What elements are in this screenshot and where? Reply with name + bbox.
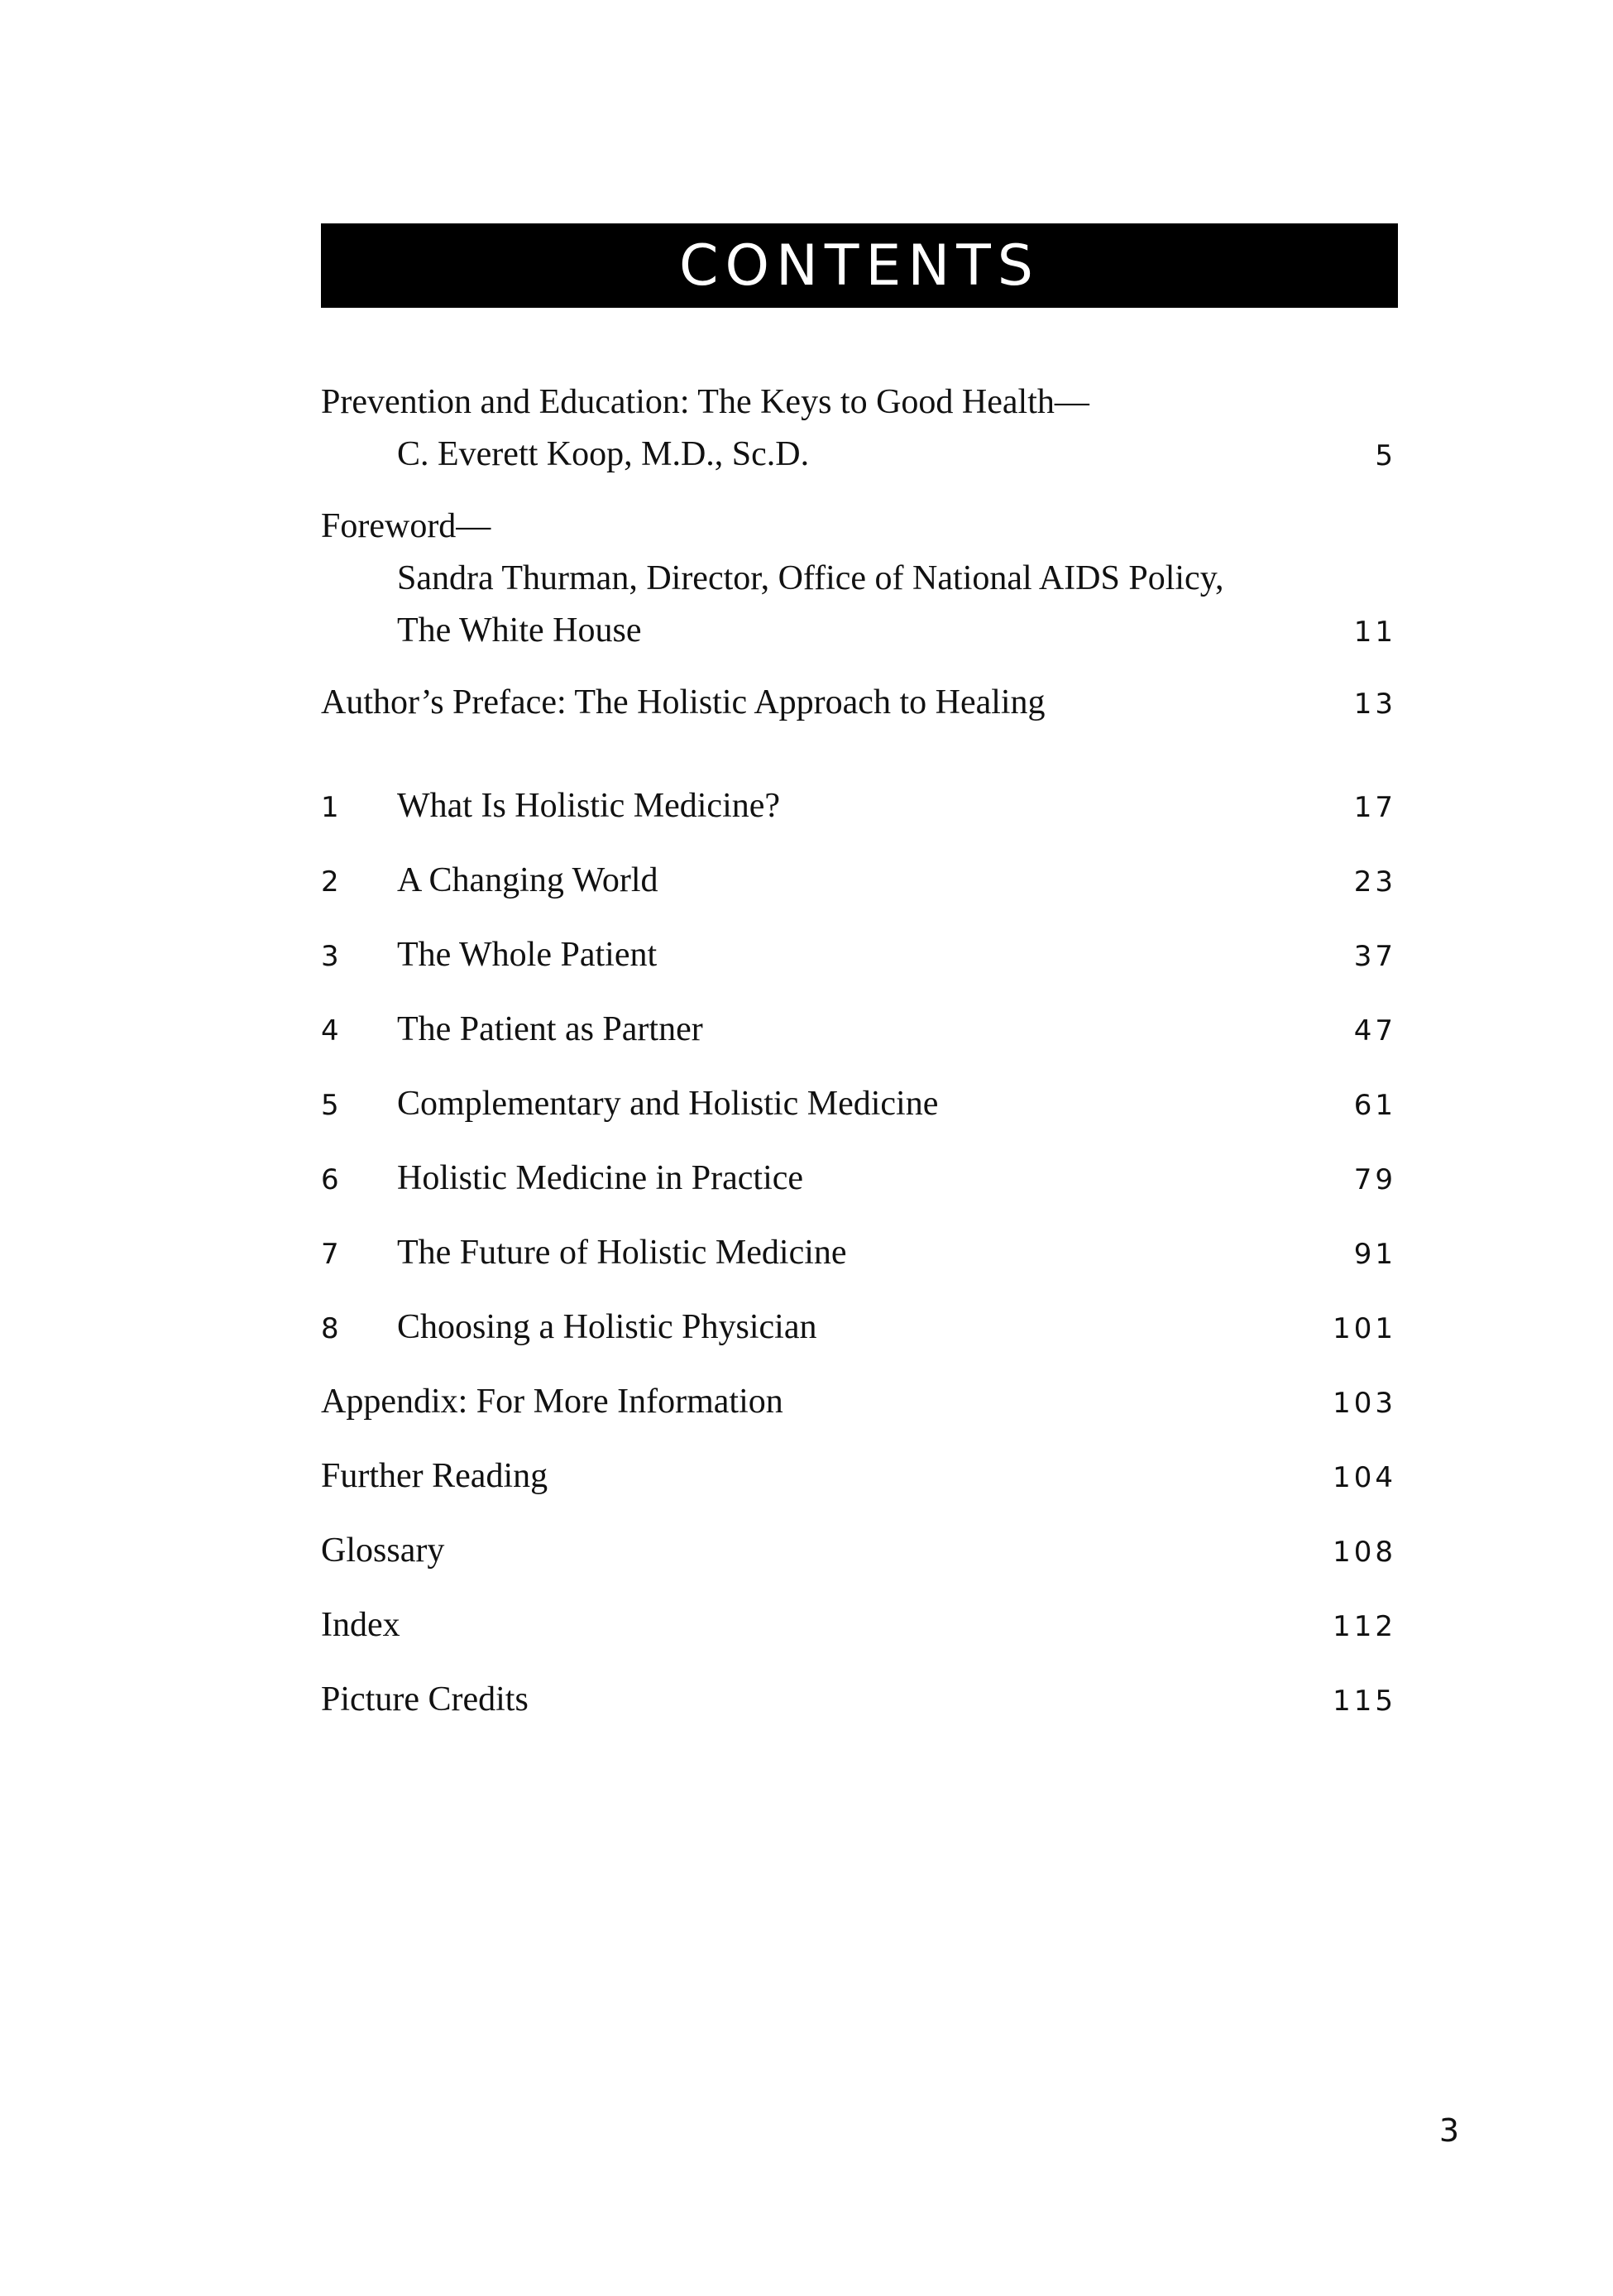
toc-entry-prevention-line1 — [321, 376, 1398, 429]
toc-chapter-entry — [321, 855, 1297, 908]
toc-chapter-row — [321, 780, 1398, 834]
page-title: CONTENTS — [679, 232, 1040, 299]
toc-entry-title: Prevention and Education: The Keys to Good Health— — [321, 383, 1089, 421]
toc-page-number: 17 — [1353, 791, 1396, 824]
chapter-number: 5 — [321, 1089, 339, 1122]
toc-entry-author: C. Everett Koop, M.D., Sc.D. — [397, 435, 810, 473]
toc-page-number: 91 — [1353, 1238, 1396, 1271]
toc-entry-title: Author’s Preface: The Holistic Approach to Healing — [321, 683, 1046, 721]
chapter-title: Choosing a Holistic Physician — [397, 1308, 817, 1346]
toc-page-number: 79 — [1353, 1163, 1396, 1196]
chapter-title: The Whole Patient — [397, 936, 658, 974]
chapter-number: 4 — [321, 1014, 339, 1047]
toc-entry-picture-credits — [321, 1674, 1398, 1728]
toc-chapter-row — [321, 929, 1398, 983]
toc-entry-glossary — [321, 1525, 1398, 1579]
toc-page-number: 37 — [1353, 940, 1396, 973]
chapter-number: 6 — [321, 1163, 339, 1196]
toc-page-number: 101 — [1333, 1312, 1396, 1345]
toc-page-number: 47 — [1353, 1014, 1396, 1047]
chapter-list — [321, 780, 1398, 1728]
toc-page-number: 115 — [1333, 1685, 1396, 1718]
toc-chapter-row — [321, 1227, 1398, 1281]
toc-page-number: 13 — [1353, 688, 1396, 721]
toc-chapter-row — [321, 855, 1398, 908]
chapter-number: 8 — [321, 1312, 339, 1345]
toc-chapter-entry — [321, 1153, 1297, 1206]
toc-page-number: 11 — [1353, 616, 1396, 649]
contents-banner — [321, 223, 1398, 308]
toc-entry-title: Picture Credits — [321, 1680, 529, 1718]
toc-entry-title: Index — [321, 1606, 400, 1644]
toc-page-number: 5 — [1375, 439, 1396, 472]
toc-entry-further-reading — [321, 1450, 1398, 1504]
chapter-title: What Is Holistic Medicine? — [397, 787, 781, 825]
toc-page-number: 61 — [1353, 1089, 1396, 1122]
chapter-number: 2 — [321, 865, 339, 899]
toc-page-number: 112 — [1333, 1610, 1396, 1643]
toc-chapter-entry — [321, 1004, 1297, 1057]
toc-chapter-entry — [321, 1301, 1297, 1355]
toc-chapter-row — [321, 1004, 1398, 1057]
toc-chapter-row — [321, 1078, 1398, 1132]
page-folio-number: 3 — [1438, 2112, 1459, 2149]
toc-page-number: 104 — [1333, 1461, 1396, 1494]
toc-entry-appendix — [321, 1376, 1398, 1430]
toc-entry-prevention-line2 — [321, 429, 1398, 482]
chapter-title: Holistic Medicine in Practice — [397, 1159, 804, 1197]
toc-page-number: 103 — [1333, 1387, 1396, 1420]
toc-entry-title: Foreword— — [321, 507, 491, 545]
toc-chapter-entry — [321, 1227, 1297, 1281]
toc-entry-author: Sandra Thurman, Director, Office of National AIDS Policy, — [397, 559, 1224, 597]
chapter-title: A Changing World — [397, 861, 658, 899]
toc-entry-title: Appendix: For More Information — [321, 1383, 783, 1421]
toc-chapter-entry — [321, 929, 1297, 983]
toc-entry-foreword-line3 — [321, 605, 1398, 659]
chapter-number: 1 — [321, 791, 339, 824]
chapter-title: The Patient as Partner — [397, 1010, 703, 1048]
toc-entry-foreword-line1 — [321, 501, 1398, 553]
toc-entry-foreword-line2 — [321, 553, 1398, 605]
toc-chapter-entry — [321, 1078, 1297, 1132]
chapter-number: 3 — [321, 940, 339, 973]
toc-entry-index — [321, 1599, 1398, 1653]
toc-chapter-entry — [321, 780, 1297, 834]
toc-page-number: 108 — [1333, 1536, 1396, 1569]
toc-entry-author-affiliation: The White House — [397, 611, 642, 649]
toc-entry-title: Further Reading — [321, 1457, 548, 1495]
chapter-title: Complementary and Holistic Medicine — [397, 1085, 939, 1123]
toc-chapter-row — [321, 1153, 1398, 1206]
table-of-contents — [321, 376, 1398, 1728]
chapter-number: 7 — [321, 1238, 339, 1271]
chapter-title: The Future of Holistic Medicine — [397, 1234, 847, 1272]
toc-page-number: 23 — [1353, 865, 1396, 899]
toc-entry-preface — [321, 677, 1398, 731]
toc-chapter-row — [321, 1301, 1398, 1355]
toc-entry-title: Glossary — [321, 1531, 445, 1570]
